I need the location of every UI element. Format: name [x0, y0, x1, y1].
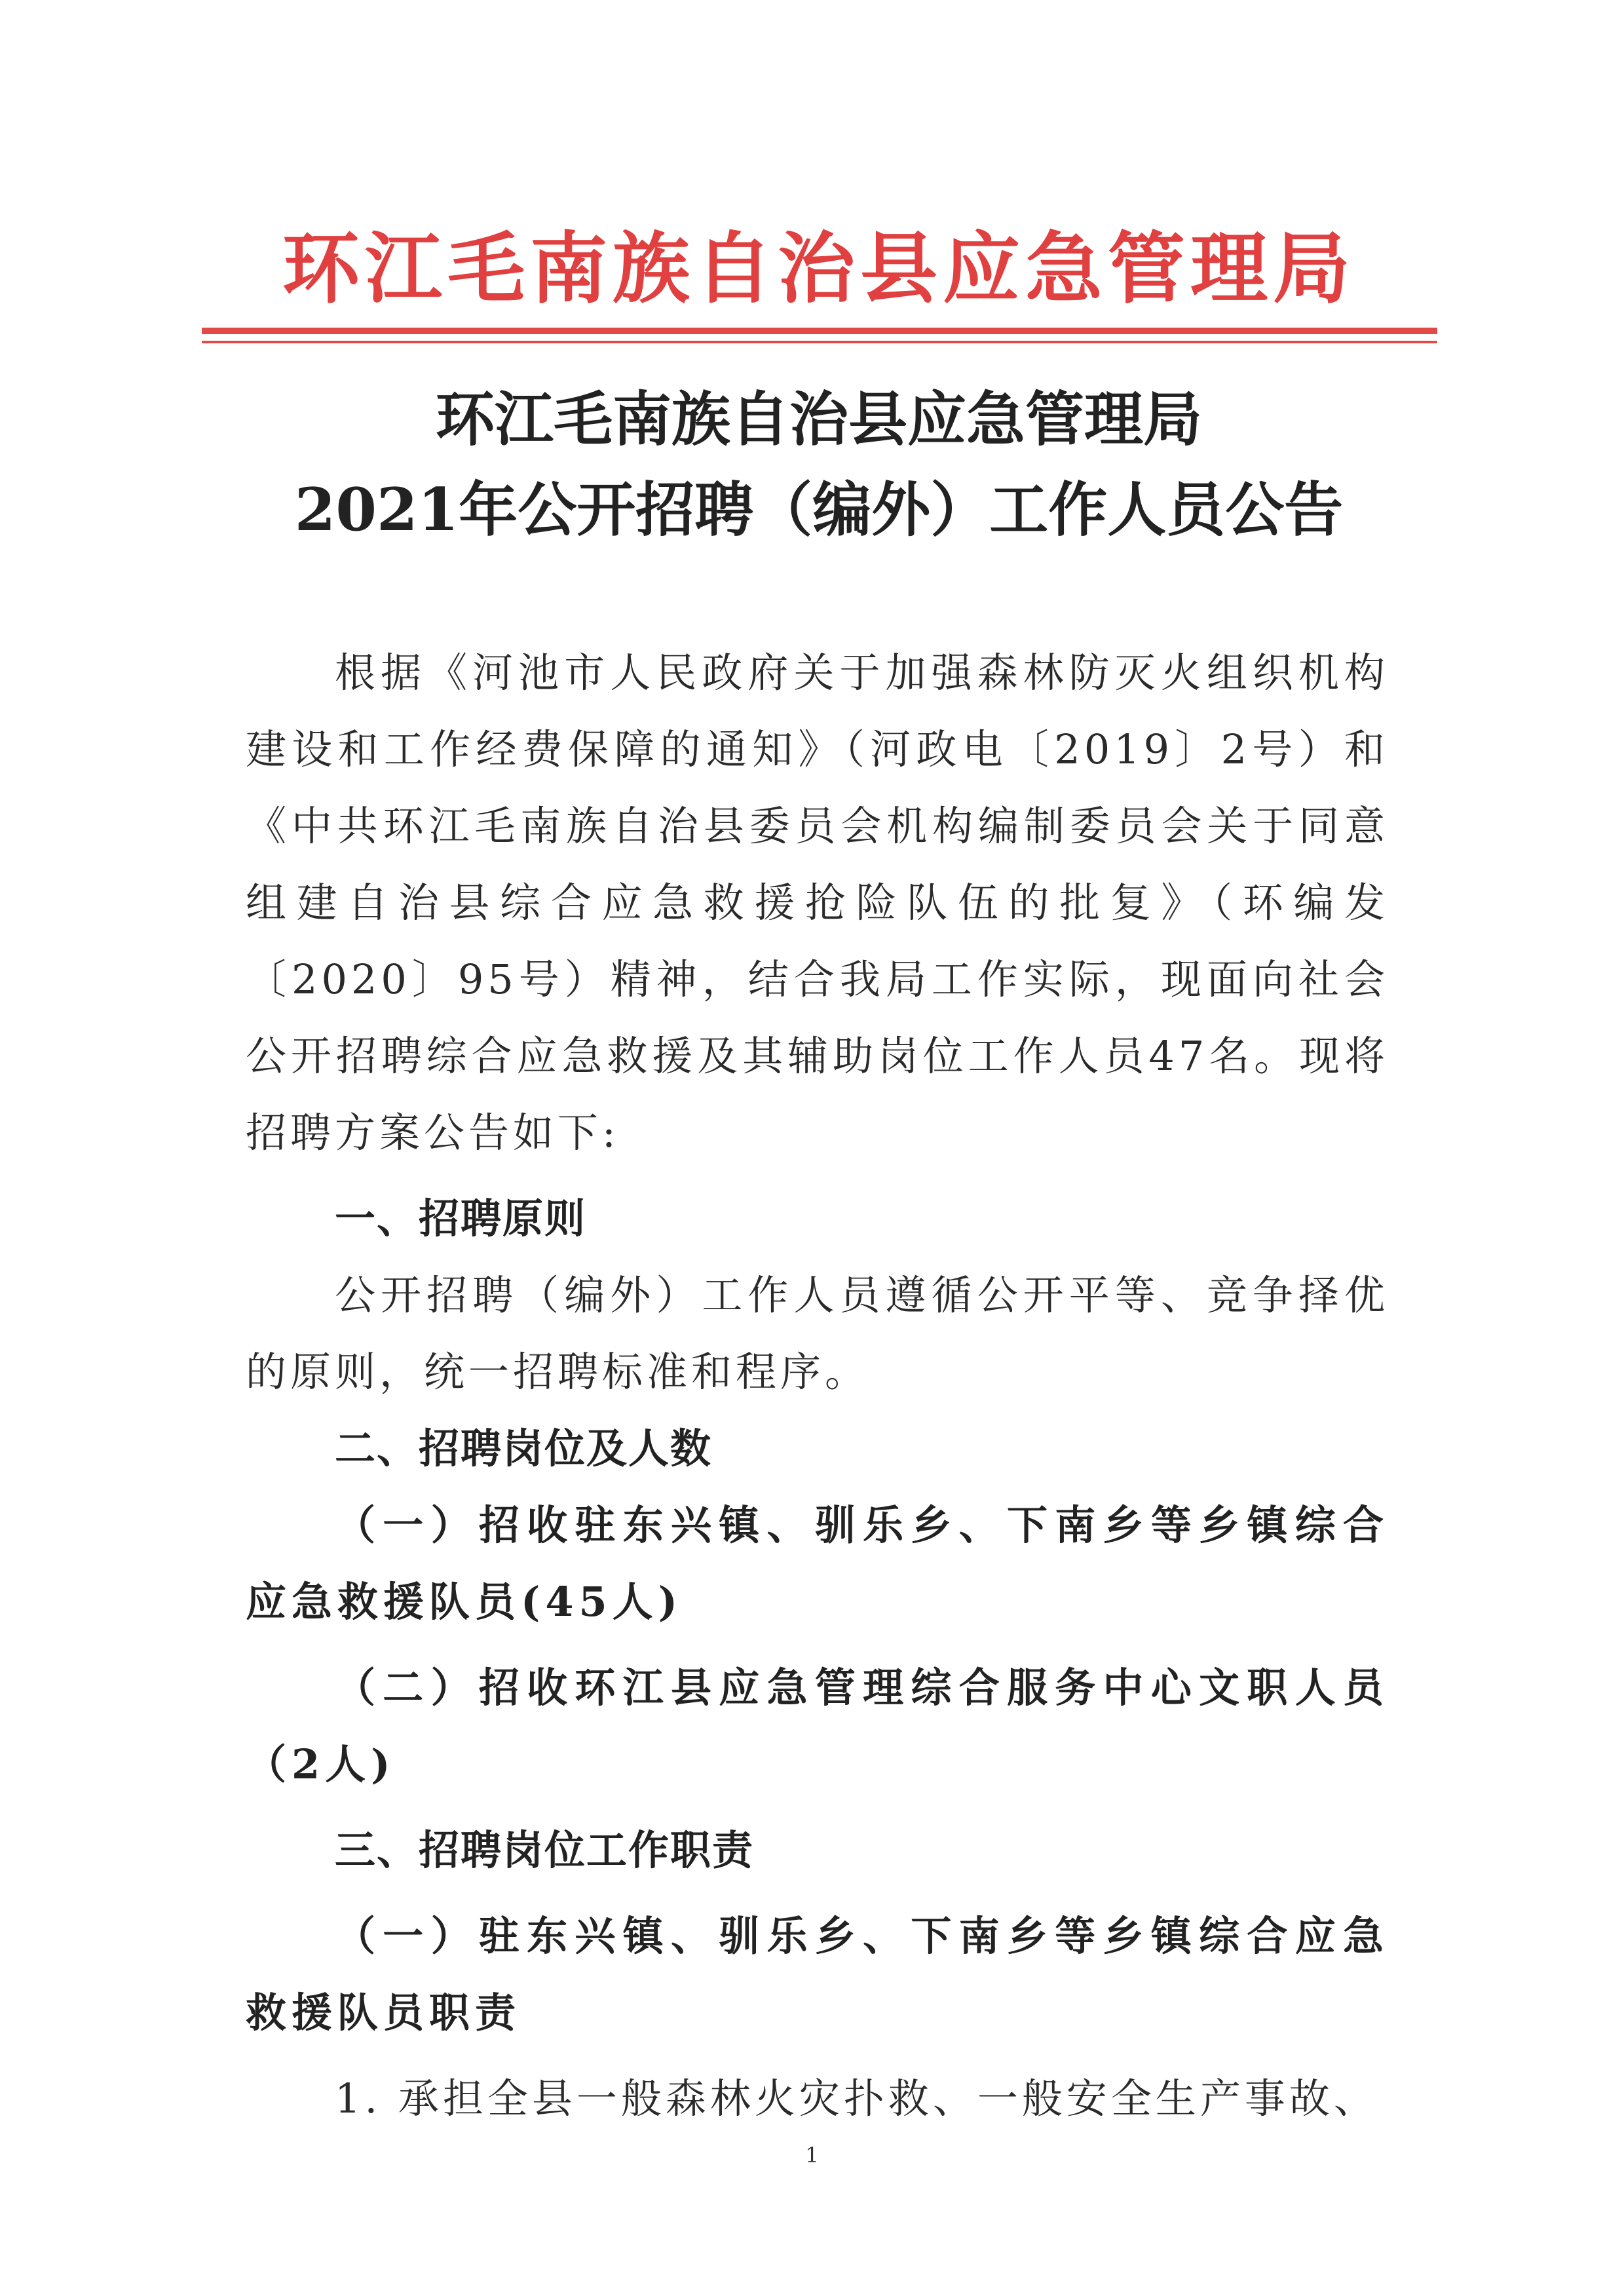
letterhead-org-name: 环江毛南族自治县应急管理局	[282, 223, 1355, 314]
section1-heading: 一、招聘原则	[335, 1195, 587, 1242]
intro-paragraph: 根据《河池市人民政府关于加强森林防灭火组织机构建设和工作经费保障的通知》（河政电〔2019〕2号）和《中共环江毛南族自治县委员会机构编制委员会关于同意组建自治县综合应急救援抢险队伍的批复》（环编发〔2020〕95号）精神，结合我局工作实际，现面向社会公开招聘综合应急救援及其辅助岗位工作人员47名。现将招聘方案公告如下:	[246, 649, 1389, 1157]
document-title-line2: 2021年公开招聘（编外）工作人员公告	[294, 475, 1344, 545]
letterhead-red-rule-thick	[202, 328, 1437, 334]
section2-item1: （一）招收驻东兴镇、驯乐乡、下南乡等乡镇综合应急救援队员(45人)	[246, 1501, 1389, 1626]
section2-heading: 二、招聘岗位及人数	[335, 1425, 713, 1472]
section1-paragraph: 公开招聘（编外）工作人员遵循公开平等、竞争择优的原则，统一招聘标准和程序。	[246, 1271, 1389, 1396]
document-body	[246, 634, 1389, 2137]
letterhead-red-rule-thin	[202, 341, 1437, 343]
page-number: 1	[805, 2143, 819, 2168]
section3-point1: 1. 承担全县一般森林火灾扑救、一般安全生产事故、	[335, 2075, 1378, 2122]
document-title-line1: 环江毛南族自治县应急管理局	[436, 385, 1202, 454]
section3-item1: （一）驻东兴镇、驯乐乡、下南乡等乡镇综合应急救援队员职责	[246, 1912, 1389, 2037]
section2-item2: （二）招收环江县应急管理综合服务中心文职人员（2人)	[246, 1664, 1389, 1788]
section3-heading: 三、招聘岗位工作职责	[335, 1826, 755, 1874]
